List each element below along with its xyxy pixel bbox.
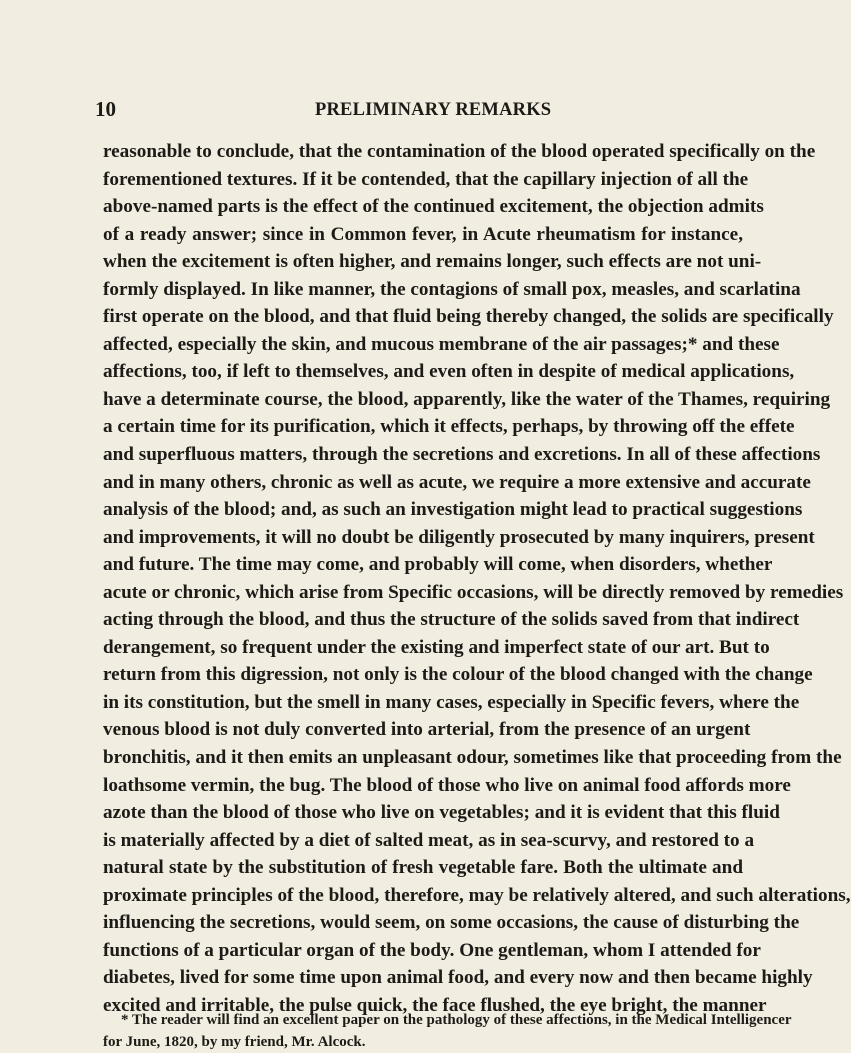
text-line: diabetes, lived for some time upon animal food, and every now and then became highly xyxy=(103,967,813,989)
text-line: loathsome vermin, the bug. The blood of those who live on animal food affords more xyxy=(103,774,791,796)
running-head: PRELIMINARY REMARKS xyxy=(315,100,552,120)
text-line: reasonable to conclude, that the contamination of the blood operated specifically on the xyxy=(103,141,816,162)
text-line: in its constitution, but the smell in many cases, especially in Specific fevers, where the xyxy=(103,691,800,713)
text-line: proximate principles of the blood, therefore, may be relatively altered, and such alterations, xyxy=(103,884,851,906)
text-line: azote than the blood of those who live on vegetables; and it is evident that this fluid xyxy=(103,802,780,824)
text-line: excited and irritable, the pulse quick, the face flushed, the eye bright, the manner xyxy=(103,994,767,1016)
text-line: analysis of the blood; and, as such an investigation might lead to practical suggestions xyxy=(103,499,803,521)
footnote-line: for June, 1820, by my friend, Mr. Alcock. xyxy=(103,1034,366,1050)
footnote xyxy=(103,1009,792,1053)
footnote-line: * The reader will find an excellent paper on the pathology of these affections, in the Medical Intelligencer xyxy=(121,1012,792,1028)
text-line: and in many others, chronic as well as acute, we require a more extensive and accurate xyxy=(103,471,811,493)
text-line: when the excitement is often higher, and remains longer, such effects are not uni- xyxy=(103,251,762,273)
text-line: affected, especially the skin, and mucous membrane of the air passages;* and these xyxy=(103,333,780,355)
text-line: is materially affected by a diet of salted meat, as in sea-scurvy, and restored to a xyxy=(103,829,755,851)
text-line: return from this digression, not only is the colour of the blood changed with the change xyxy=(103,664,813,686)
text-line: have a determinate course, the blood, apparently, like the water of the Thames, requiring xyxy=(103,388,831,410)
text-line: formly displayed. In like manner, the contagions of small pox, measles, and scarlatina xyxy=(103,278,801,300)
text-line: acute or chronic, which arise from Specific occasions, will be directly removed by remedies xyxy=(103,581,844,603)
text-line: affections, too, if left to themselves, and even often in despite of medical applications, xyxy=(103,361,795,383)
text-line: derangement, so frequent under the existing and imperfect state of our art. But to xyxy=(103,636,770,658)
text-line: of a ready answer; since in Common fever, in Acute rheumatism for instance, xyxy=(103,223,743,245)
text-line: influencing the secretions, would seem, on some occasions, the cause of disturbing the xyxy=(103,912,800,934)
page-header xyxy=(0,98,801,122)
text-line: and future. The time may come, and probably will come, when disorders, whether xyxy=(103,554,773,576)
text-line: forementioned textures. If it be contended, that the capillary injection of all the xyxy=(103,168,749,190)
text-line: above-named parts is the effect of the continued excitement, the objection admits xyxy=(103,196,764,218)
text-line: and superfluous matters, through the secretions and excretions. In all of these affections xyxy=(103,444,821,466)
text-line: and improvements, it will no doubt be diligently prosecuted by many inquirers, present xyxy=(103,526,815,548)
text-line: functions of a particular organ of the body. One gentleman, whom I attended for xyxy=(103,939,761,961)
text-line: a certain time for its purification, which it effects, perhaps, by throwing off the effete xyxy=(103,416,795,438)
page-number: 10 xyxy=(95,97,116,121)
text-line: acting through the blood, and thus the structure of the solids saved from that indirect xyxy=(103,609,800,631)
text-line: natural state by the substitution of fresh vegetable fare. Both the ultimate and xyxy=(103,857,743,879)
text-line: venous blood is not duly converted into arterial, from the presence of an urgent xyxy=(103,719,751,741)
text-line: bronchitis, and it then emits an unpleasant odour, sometimes like that proceeding from the xyxy=(103,747,842,769)
text-line: first operate on the blood, and that fluid being thereby changed, the solids are specifically xyxy=(103,306,834,328)
